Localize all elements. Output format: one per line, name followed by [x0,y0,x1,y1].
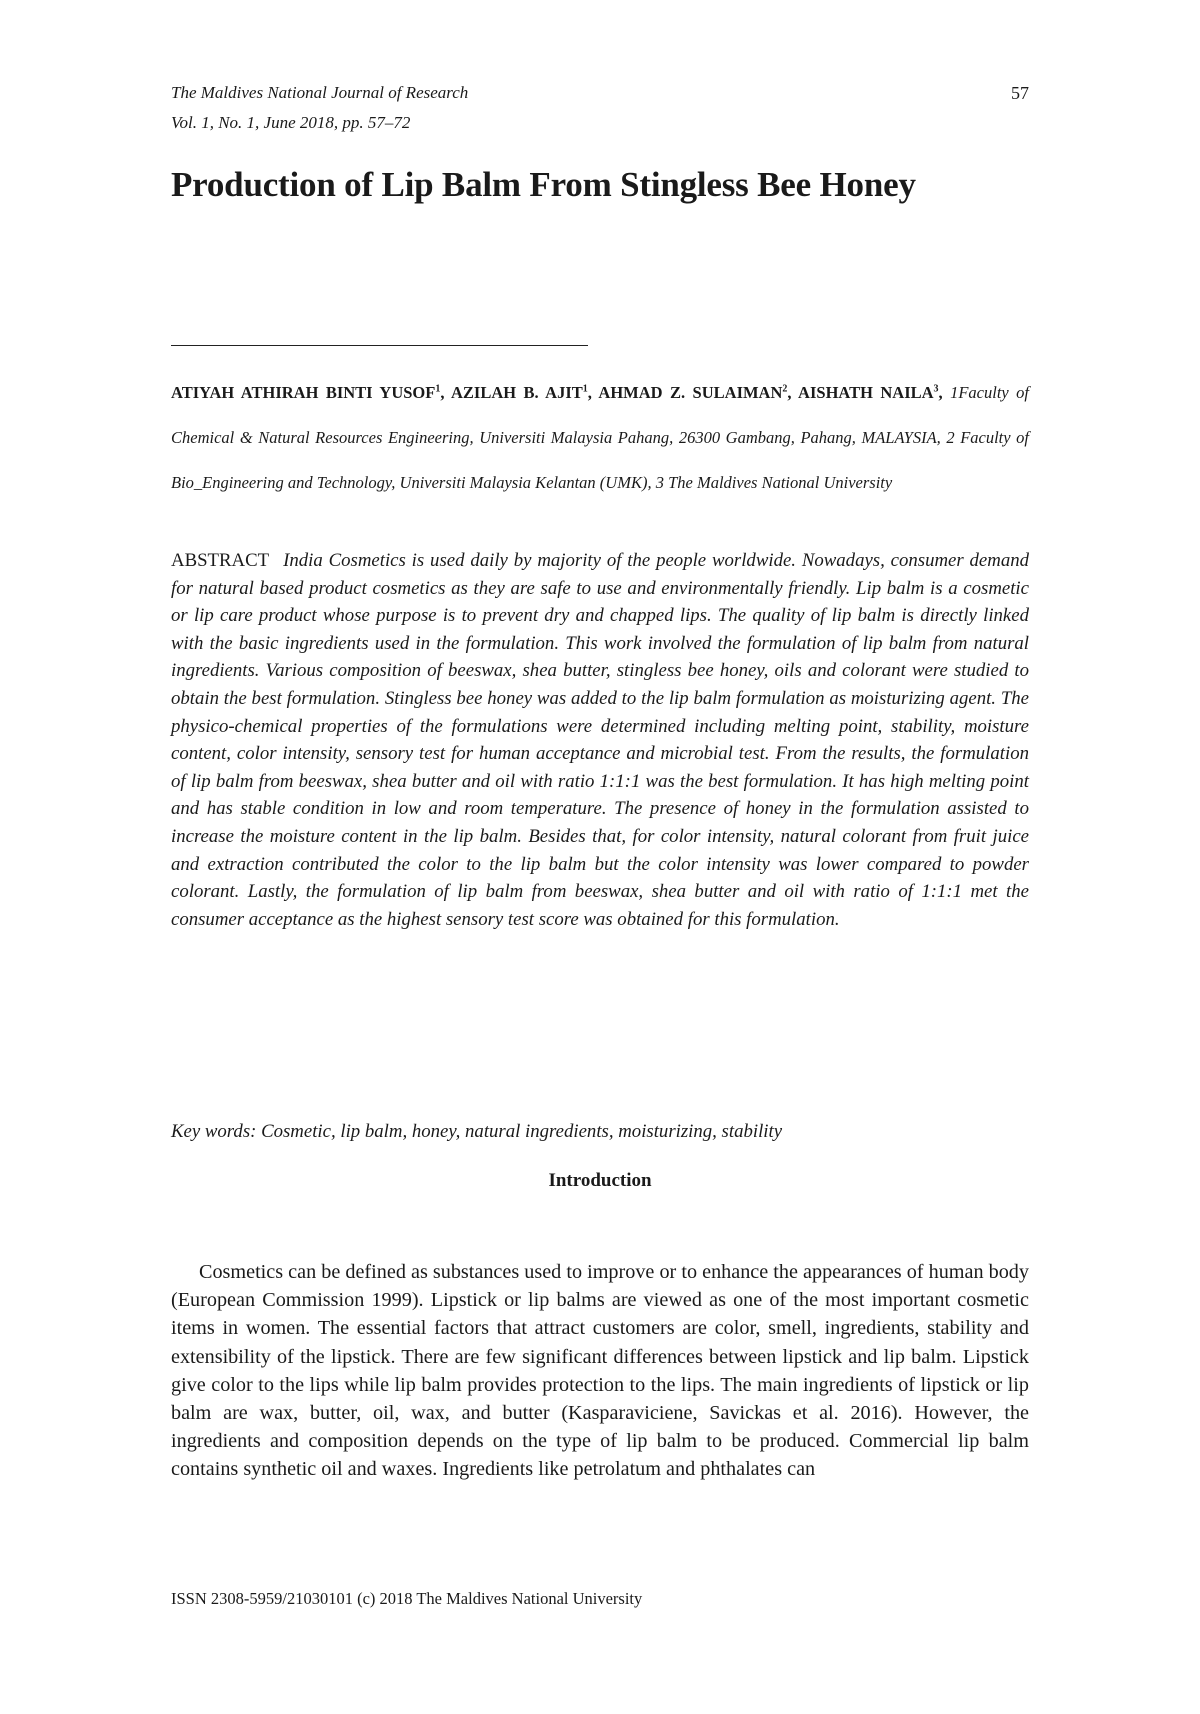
abstract-text: India Cosmetics is used daily by majority of the people worldwide. Nowadays, consumer demand for natural based product cosmetics as they are safe to use and environmentally friendly. Lip balm is a cosmetic or lip care product whose purpose is to prevent dry and chapped lips. The quality of lip balm is directly linked with the basic ingredients used in the formulation. This work involved the formulation of lip balm from natural ingredients. Various composition of beeswax, shea butter, stingless bee honey, oils and colorant were studied to obtain the best formulation. Stingless bee honey was added to the lip balm formulation as moisturizing agent. The physico-chemical properties of the formulations were determined including melting point, stability, moisture content, color intensity, sensory test for human acceptance and microbial test. From the results, the formulation of lip balm from beeswax, shea butter and oil with ratio 1:1:1 was the best formulation. It has high melting point and has stable condition in low and room temperature. The presence of honey in the formulation assisted to increase the moisture content in the lip balm. Besides that, for color intensity, natural colorant from fruit juice and extraction contributed the color to the lip balm but the color intensity was lower compared to powder colorant. Lastly, the formulation of lip balm from beeswax, shea butter and oil with ratio of 1:1:1 met the consumer acceptance as the highest sensory test score was obtained for this formulation. [171,550,1029,930]
running-header [171,78,1029,138]
page-number: 57 [1011,83,1029,103]
title-divider [171,345,588,346]
section-heading-introduction: Introduction [548,1170,652,1191]
abstract-label: ABSTRACT [171,550,270,571]
volume-info: Vol. 1, No. 1, June 2018, pp. 57–72 [171,113,411,132]
page-footer: ISSN 2308-5959/21030101 (c) 2018 The Maldives National University [171,1589,643,1608]
introduction-paragraph: Cosmetics can be defined as substances used to improve or to enhance the appearances of human body (European Commission 1999). Lipstick or lip balms are viewed as one of the most important cosmetic items in women. The essential factors that attract customers are color, smell, ingredients, stability and extensibility of the lipstick. There are few significant differences between lipstick and lip balm. Lipstick give color to the lips while lip balm provides protection to the lips. The main ingredients of lipstick or lip balm are wax, butter, oil, wax, and butter (Kasparaviciene, Savickas et al. 2016). However, the ingredients and composition depends on the type of lip balm to be produced. Commercial lip balm contains synthetic oil and waxes. Ingredients like petrolatum and phthalates can [171,1261,1029,1481]
author-affiliations: 1Faculty of Chemical & Natural Resources Engineering, Universiti Malaysia Pahang, 26300 Gambang, Pahang, MALAYSIA, 2 Faculty of Bio_Engineering and Technology, Universiti Malaysia Kelantan (UMK), 3 The Maldives National University [171,383,1030,492]
article-title: Production of Lip Balm From Stingless Bee Honey [171,165,916,204]
abstract [171,547,1029,933]
keywords: Key words: Cosmetic, lip balm, honey, natural ingredients, moisturizing, stability [171,1121,783,1142]
author-block [171,370,1029,505]
author-names: ATIYAH ATHIRAH BINTI YUSOF$^1$, AZILAH B. AJIT$^1$, AHMAD Z. SULAIMAN$^2$, AISHATH NAILA$^3$, [171,383,943,402]
journal-name: The Maldives National Journal of Research [171,83,469,102]
